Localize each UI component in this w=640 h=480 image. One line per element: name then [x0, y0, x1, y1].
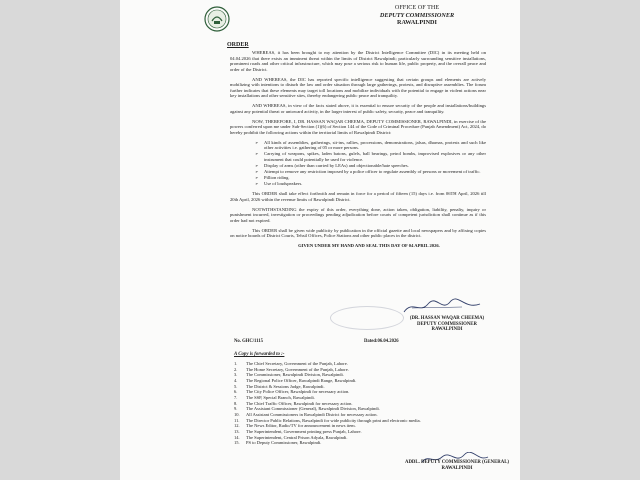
list-item: 8. The Chief Traffic Officer, Rawalpindi for necessary action.	[234, 400, 353, 406]
order-body	[230, 50, 486, 253]
paragraph-notwithstanding: NOTWITHSTANDING the expiry of this order, everything done, action taken, obligation, liability, penalty, inquiry or punishment incurred, investigation or proceedings pending adjudication before courts of competent jurisdiction shall continue as if this order had not expired.	[230, 206, 486, 223]
signatory-name: (DR. HASSAN WAQAR CHEEMA)	[409, 316, 485, 321]
list-item: 9. The Assistant Commissioner (General), Rawalpindi Division, Rawalpindi.	[234, 406, 380, 412]
list-item: ➢ All kinds of assemblies, gatherings, sit-ins, rallies, processions, demonstrations, jalsas, dharnas, protests and such like other activities i.e. gathering of 05 or more persons.	[264, 140, 486, 151]
list-item: 2. The Home Secretary, Government of the Punjab, Lahore.	[234, 366, 349, 372]
list-item: 12. The News Editor, Radio/TV for announcement in news item.	[234, 423, 356, 429]
list-item: ➢ Attempt to remove any restriction imposed by a police officer to regulate assembly of persons or movement of traffic.	[264, 169, 486, 175]
list-item: 11. The Director Public Relations, Rawalpindi for wide publicity through print and electronic media.	[234, 417, 421, 423]
paragraph-whereas-3: AND WHEREAS, in view of the facts stated above, it is essential to ensure security of the people and installations/buildings against any potential threat or untoward activity, in the larger interest of public safety, security, peace and tranquility.	[230, 103, 486, 114]
copy-forwarded-heading: A Copy is forwarded to :-	[234, 352, 285, 357]
signatory-place: RAWALPINDI	[431, 327, 463, 333]
office-header	[342, 4, 492, 27]
list-item: 5. The District & Sessions Judge, Rawalpindi.	[234, 383, 325, 389]
list-item: 14. The Superintendent, Central Prison Adyala, Rawalpindi.	[234, 434, 348, 440]
list-item: ➢ Pillion riding.	[264, 175, 486, 181]
list-item: ➢ Carrying of weapons, spikes, laden batons, gulels, ball bearings, petrol bombs, improvised explosives or any other instrument that could potentially be used for violence.	[264, 151, 486, 162]
prohibition-list	[230, 140, 486, 187]
signature-scribble-icon	[402, 298, 482, 316]
reference-date: Dated:06.04.2026	[364, 339, 399, 344]
paragraph-whereas-1: WHEREAS, it has been brought to my attention by the District Intelligence Committee (DIC) in its meeting held on 04.04.2026 that there exists an imminent threat within the limits of District Rawalpindi; particularly surrounding sensitive installations, prominent roads and other critical infrastructure, which may pose a serious risk to human life, public property, and the overall peace and order of the District.	[230, 50, 486, 72]
given-under-hand: GIVEN UNDER MY HAND AND SEAL THIS DAY OF 04 APRIL 2026.	[298, 243, 440, 249]
signatory-title: ADDL. DEPUTY COMMISSIONER (GENERAL)	[404, 460, 510, 465]
list-item: 7. The SSP, Special Branch, Rawalpindi.	[234, 394, 315, 400]
paragraph-now-therefore: NOW, THEREFORE, I, DR. HASSAN WAQAR CHEEMA, DEPUTY COMMISSIONER, RAWALPINDI, in exercise of the powers conferred upon me under Sub-Section (1)(6) of Section 144 of the Code of Criminal Procedure (Punjab Amendment) Act, 2024, do hereby prohibit the following actions within the territorial limits of Rawalpindi District:	[230, 118, 486, 135]
list-item: ➢ Use of loudspeakers.	[264, 181, 486, 187]
signature-block-addl-dc	[382, 460, 520, 471]
list-item: 1. The Chief Secretary, Government of the Punjab, Lahore.	[234, 361, 348, 366]
list-item: 10. All Assistant Commissioners in Rawalpindi District for necessary action.	[234, 411, 378, 417]
reference-number: No. GHC/1115	[234, 339, 263, 344]
signatory-title: DEPUTY COMMISSIONER	[417, 321, 477, 327]
signature-block-dc	[392, 316, 502, 333]
signatory-place: RAWALPINDI	[441, 465, 473, 471]
paragraph-whereas-2: AND WHEREAS, the DIC has reported specific intelligence suggesting that certain groups and elements are actively mobilizing with intentions to disturb the law and order situation through large gatherings, protests, and disruptive assemblies. The forum further indicates that these elements may target toll locations and mobilize individuals with the potential to engage in violent actions near key installations and other sensitive sites, thereby endangering public peace and tranquility.	[230, 76, 486, 98]
punjab-government-logo-icon	[204, 6, 230, 32]
reference-line	[234, 339, 484, 344]
list-item: ➢ Display of arms (other than carried by LEAs) and objectionable/hate speeches.	[264, 163, 486, 169]
paragraph-effect: This ORDER shall take effect forthwith and remain in force for a period of fifteen (15) days i.e. from 06TH April, 2026 till 20th April, 2026 within the revenue limits of Rawalpindi District.	[230, 191, 486, 202]
paragraph-publicity: This ORDER shall be given wide publicity by publication in the official gazette and local newspapers and by affixing copies on notice boards of District Courts, Tehsil Offices, Police Stations and other public places in the district.	[230, 227, 486, 239]
document-page	[120, 0, 520, 480]
list-item: 3. The Commissioner, Rawalpindi Division, Rawalpindi.	[234, 372, 344, 378]
list-item: 6. The City Police Officer, Rawalpindi for necessary action.	[234, 389, 350, 395]
list-item: 15. PS to Deputy Commissioner, Rawalpindi.	[234, 440, 322, 446]
copy-recipient-list	[234, 361, 504, 446]
list-item: 4. The Regional Police Officer, Rawalpindi Range, Rawalpindi.	[234, 377, 357, 383]
office-line-city: RAWALPINDI	[397, 19, 437, 27]
office-line-top: OFFICE OF THE	[394, 4, 440, 11]
list-item: 13. The Superintendent, Government printing press Punjab, Lahore.	[234, 428, 362, 434]
office-line-title: DEPUTY COMMISSIONER	[379, 11, 455, 19]
order-heading: ORDER	[227, 42, 249, 48]
